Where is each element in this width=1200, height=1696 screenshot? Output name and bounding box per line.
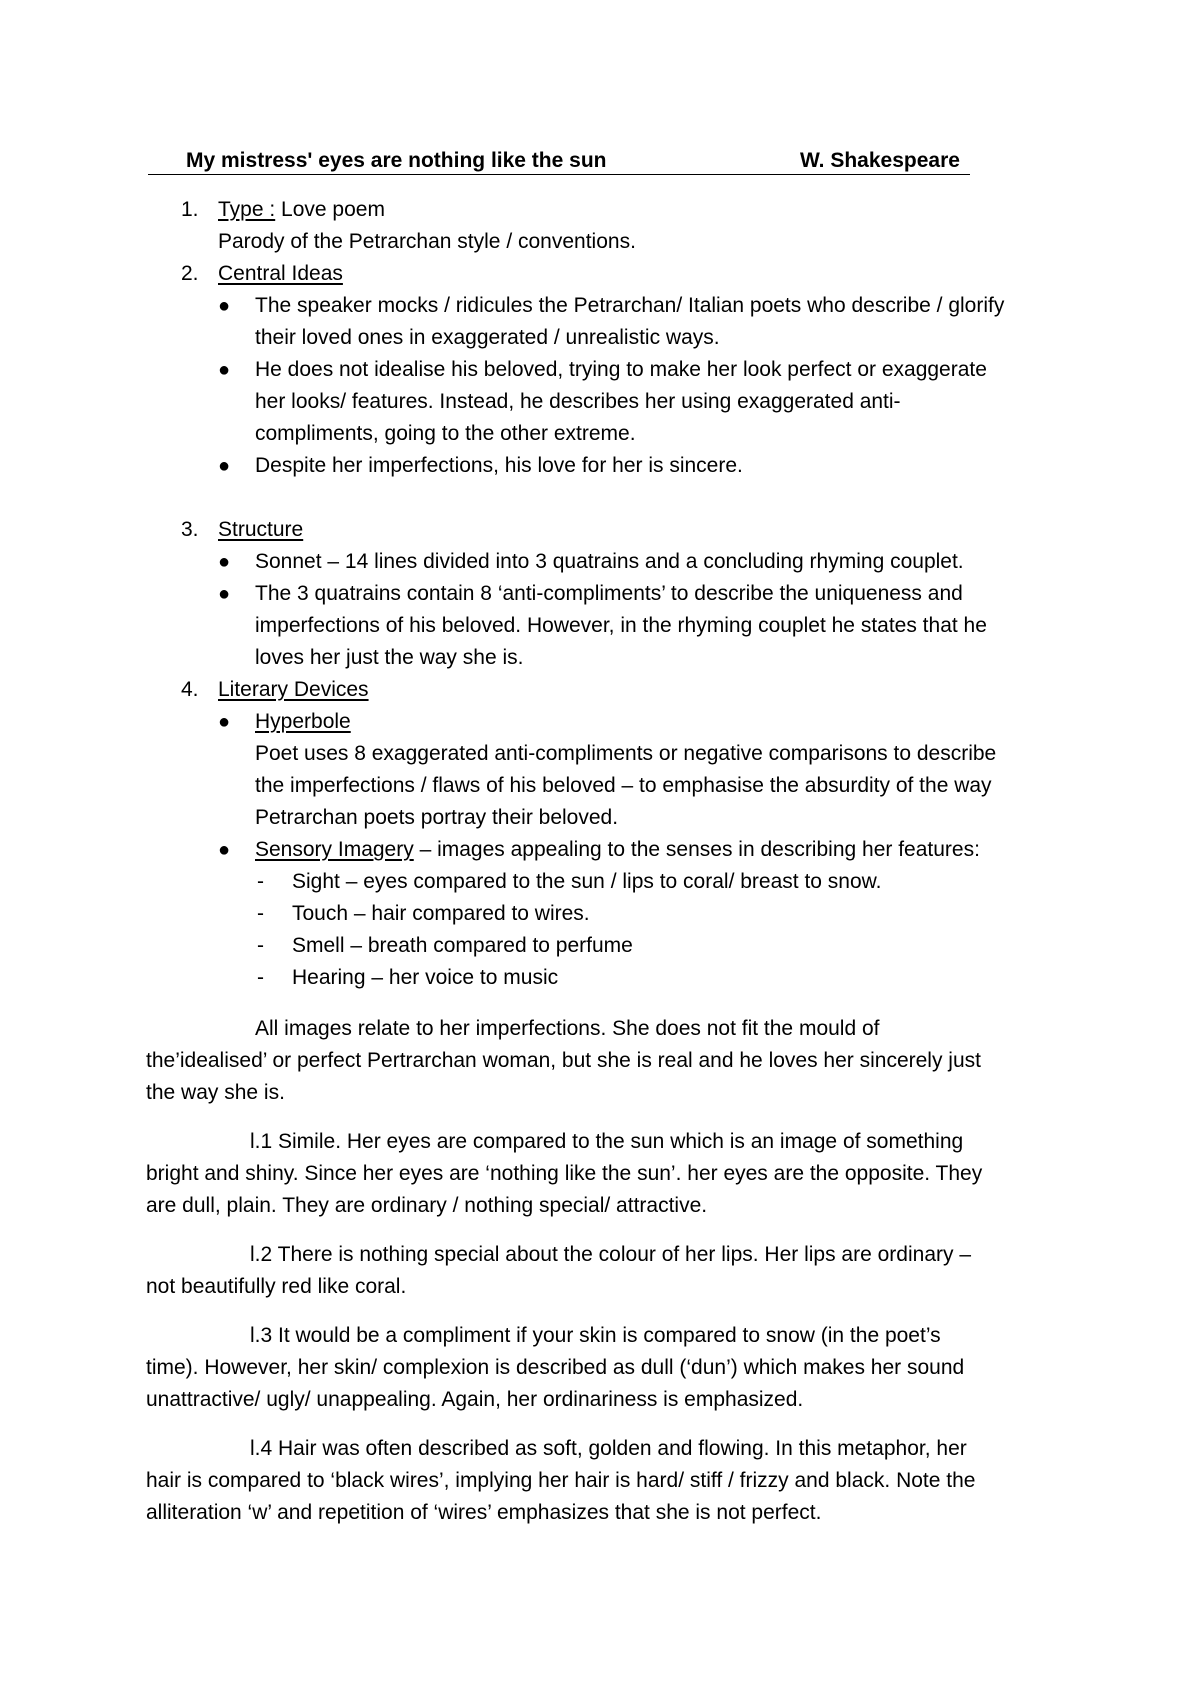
imagery-item-sight: Sight – eyes compared to the sun / lips to coral/ breast to snow. bbox=[292, 870, 882, 893]
structure-1-line-1: Sonnet – 14 lines divided into 3 quatrains and a concluding rhyming couplet. bbox=[255, 550, 964, 573]
document-title bbox=[148, 148, 970, 175]
paragraph-5-line-3: alliteration ‘w’ and repetition of ‘wires’ emphasizes that she is not perfect. bbox=[146, 1501, 822, 1524]
central-idea-1-line-1: The speaker mocks / ridicules the Petrarchan/ Italian poets who describe / glorify bbox=[255, 294, 1005, 317]
central-idea-2-line-1: He does not idealise his beloved, trying to make her look perfect or exaggerate bbox=[255, 358, 987, 381]
section-3-number: 3. bbox=[181, 518, 199, 541]
section-3-heading: Structure bbox=[218, 518, 304, 541]
imagery-label: Sensory Imagery bbox=[255, 838, 414, 861]
paragraph-5-line-2: hair is compared to ‘black wires’, implying her hair is hard/ stiff / frizzy and black. Note the bbox=[146, 1469, 976, 1492]
paragraph-2-line-3: are dull, plain. They are ordinary / nothing special/ attractive. bbox=[146, 1194, 708, 1217]
section-1-number: 1. bbox=[181, 198, 199, 221]
paragraph-1-line-1: All images relate to her imperfections. She does not fit the mould of bbox=[255, 1017, 880, 1040]
paragraph-4-line-2: time). However, her skin/ complexion is described as dull (‘dun’) which makes her sound bbox=[146, 1356, 965, 1379]
imagery-item-touch: Touch – hair compared to wires. bbox=[292, 902, 590, 925]
section-1-line bbox=[218, 197, 385, 223]
hyperbole-line-3: Petrarchan poets portray their beloved. bbox=[255, 806, 619, 829]
paragraph-3-line-1: l.2 There is nothing special about the colour of her lips. Her lips are ordinary – bbox=[250, 1243, 972, 1266]
section-1-line-2: Parody of the Petrarchan style / conventions. bbox=[218, 230, 636, 253]
central-idea-2-line-3: compliments, going to the other extreme. bbox=[255, 422, 636, 445]
imagery-item-smell: Smell – breath compared to perfume bbox=[292, 934, 633, 957]
imagery-line bbox=[255, 837, 980, 863]
bullet-icon: ● bbox=[218, 711, 231, 733]
structure-2-line-3: loves her just the way she is. bbox=[255, 646, 524, 669]
dash-icon: - bbox=[257, 870, 264, 893]
section-2-heading: Central Ideas bbox=[218, 262, 343, 285]
hyperbole-line-2: the imperfections / flaws of his beloved – to emphasise the absurdity of the way bbox=[255, 774, 992, 797]
central-idea-2-line-2: her looks/ features. Instead, he describes her using exaggerated anti- bbox=[255, 390, 901, 413]
dash-icon: - bbox=[257, 966, 264, 989]
section-1-heading: Type : bbox=[218, 198, 276, 221]
bullet-icon: ● bbox=[218, 839, 231, 861]
section-4-heading: Literary Devices bbox=[218, 678, 369, 701]
bullet-icon: ● bbox=[218, 359, 231, 381]
section-1-text: Love poem bbox=[275, 198, 385, 221]
bullet-icon: ● bbox=[218, 583, 231, 605]
poem-title: My mistress' eyes are nothing like the sun bbox=[186, 149, 607, 172]
bullet-icon: ● bbox=[218, 295, 231, 317]
structure-2-line-2: imperfections of his beloved. However, in the rhyming couplet he states that he bbox=[255, 614, 987, 637]
central-idea-3-line-1: Despite her imperfections, his love for her is sincere. bbox=[255, 454, 743, 477]
paragraph-4-line-3: unattractive/ ugly/ unappealing. Again, her ordinariness is emphasized. bbox=[146, 1388, 804, 1411]
paragraph-2-line-2: bright and shiny. Since her eyes are ‘nothing like the sun’. her eyes are the opposite. They bbox=[146, 1162, 983, 1185]
imagery-text: – images appealing to the senses in describing her features: bbox=[413, 838, 980, 861]
bullet-icon: ● bbox=[218, 551, 231, 573]
section-2-number: 2. bbox=[181, 262, 199, 285]
paragraph-1-line-2: the’idealised’ or perfect Pertrarchan woman, but she is real and he loves her sincerely just bbox=[146, 1049, 981, 1072]
paragraph-3-line-2: not beautifully red like coral. bbox=[146, 1275, 407, 1298]
imagery-item-hearing: Hearing – her voice to music bbox=[292, 966, 559, 989]
bullet-icon: ● bbox=[218, 455, 231, 477]
paragraph-4-line-1: l.3 It would be a compliment if your skin is compared to snow (in the poet’s bbox=[250, 1324, 941, 1347]
paragraph-5-line-1: l.4 Hair was often described as soft, golden and flowing. In this metaphor, her bbox=[250, 1437, 967, 1460]
structure-2-line-1: The 3 quatrains contain 8 ‘anti-compliments’ to describe the uniqueness and bbox=[255, 582, 963, 605]
author-name: W. Shakespeare bbox=[800, 149, 960, 172]
paragraph-2-line-1: l.1 Simile. Her eyes are compared to the sun which is an image of something bbox=[250, 1130, 964, 1153]
paragraph-1-line-3: the way she is. bbox=[146, 1081, 285, 1104]
dash-icon: - bbox=[257, 934, 264, 957]
dash-icon: - bbox=[257, 902, 264, 925]
hyperbole-label: Hyperbole bbox=[255, 710, 351, 733]
central-idea-1-line-2: their loved ones in exaggerated / unrealistic ways. bbox=[255, 326, 720, 349]
section-4-number: 4. bbox=[181, 678, 199, 701]
hyperbole-line-1: Poet uses 8 exaggerated anti-compliments or negative comparisons to describe bbox=[255, 742, 997, 765]
